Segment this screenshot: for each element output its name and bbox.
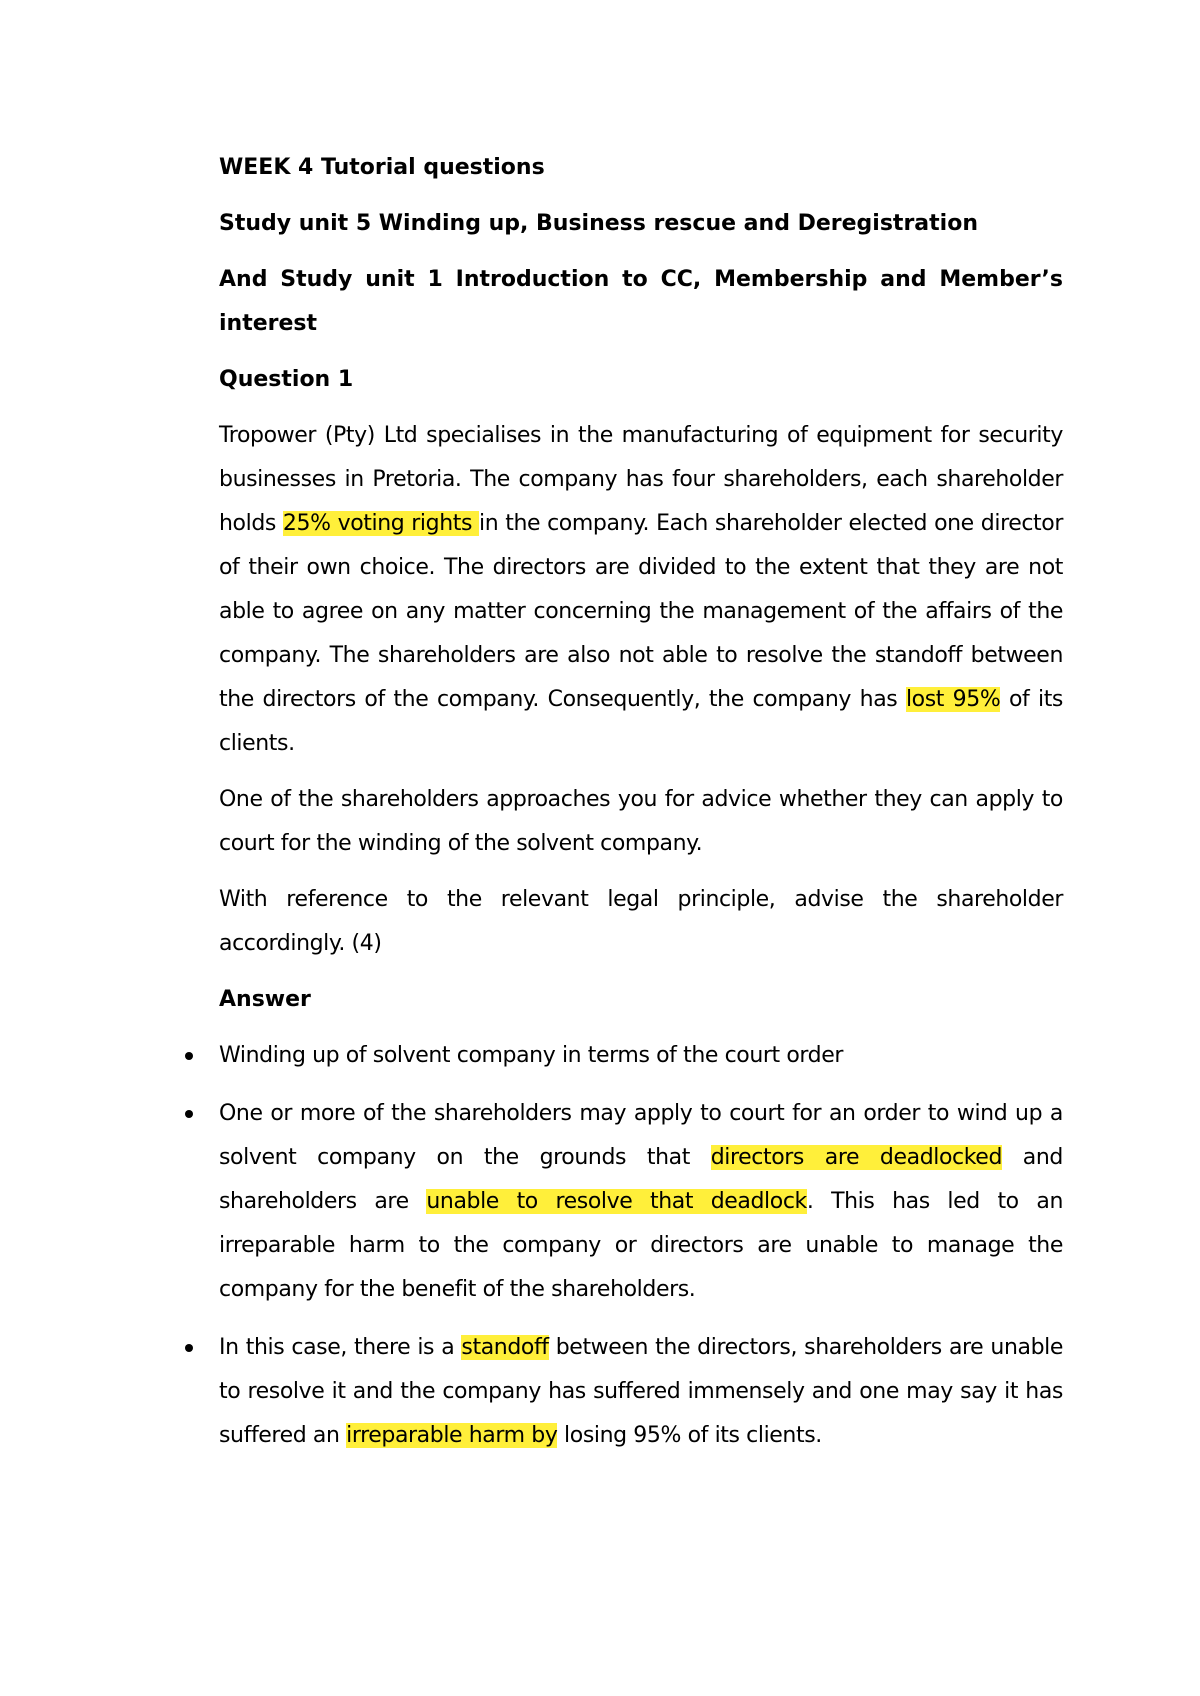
document-page (219, 146, 1063, 1472)
list-item (219, 1034, 1063, 1078)
bullet-text-part: between the directors, shareholders are unable to resolve it and the company has suffered immensely and one may say it has suffered an (219, 1335, 1063, 1448)
bullet-text-part: In this case, there is a (219, 1335, 462, 1360)
question-text-part: of its clients. (219, 687, 1063, 756)
bullet-icon (185, 1110, 193, 1118)
list-item (219, 1092, 1063, 1312)
highlight-voting-rights: 25% voting rights (282, 511, 479, 536)
question-text-part: in the company. Each shareholder elected one director of their own choice. The directors are divided to the extent that they are not able to agree on any matter concerning the management of the affairs of the company. The shareholders are also not able to resolve the standoff between the directors of the company. Consequently, the company has (219, 511, 1063, 712)
question-paragraph (219, 414, 1063, 766)
bullet-icon (185, 1344, 193, 1352)
question-text-part: Tropower (Pty) Ltd specialises in the manufacturing of equipment for security businesses in Pretoria. The company has four shareholders, each shareholder holds (219, 423, 1063, 536)
bullet-text-part: . This has led to an irreparable harm to the company or directors are unable to manage the company for the benefit of the shareholders. (219, 1189, 1063, 1302)
question-heading: Question 1 (219, 367, 354, 392)
list-item (219, 1326, 1063, 1458)
instruction-paragraph: With reference to the relevant legal principle, advise the shareholder accordingly. (4) (219, 887, 1063, 956)
answer-heading: Answer (219, 987, 311, 1012)
highlight-unable-to-resolve: unable to resolve that deadlock (426, 1189, 807, 1214)
bullet-text-part: One or more of the shareholders may apply to court for an order to wind up a solvent company on the grounds that (219, 1101, 1063, 1170)
bullet-icon (185, 1052, 193, 1060)
highlight-lost-clients: lost 95% (905, 687, 1001, 712)
study-unit-1-heading: And Study unit 1 Introduction to CC, Membership and Member’s interest (219, 267, 1063, 336)
answer-bullet-list (219, 1034, 1063, 1458)
bullet-text-part: losing 95% of its clients. (557, 1423, 822, 1448)
bullet-text: Winding up of solvent company in terms of the court order (219, 1043, 844, 1068)
highlight-irreparable-harm: irreparable harm by (346, 1423, 558, 1448)
bullet-text-part: and shareholders are (219, 1145, 1063, 1214)
highlight-standoff: standoff (461, 1335, 549, 1360)
highlight-directors-deadlocked: directors are deadlocked (710, 1145, 1003, 1170)
document-title: WEEK 4 Tutorial questions (219, 155, 545, 180)
study-unit-5-heading: Study unit 5 Winding up, Business rescue and Deregistration (219, 211, 978, 236)
advice-paragraph: One of the shareholders approaches you for advice whether they can apply to court for the winding of the solvent company. (219, 787, 1063, 856)
